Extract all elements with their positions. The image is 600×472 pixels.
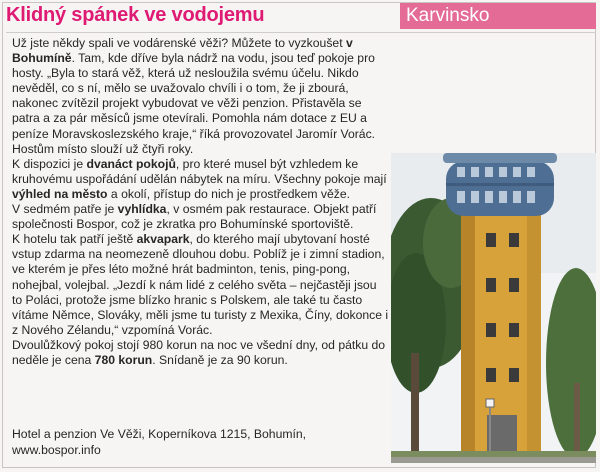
region-badge: Karvinsko (400, 3, 596, 29)
text-run: K dispozici je (12, 156, 87, 171)
text-run: . Tam, kde dříve byla nádrž na vodu, jsou teď pokoje pro hosty. „Byla to stará věž, která už nesloužila svému účelu. Nikdo nevěděl, co s ní, mělo se uvažovalo chvíli i o tom, že ji zbourá, nakonec zvítězil projekt vybudovat ve věži penzion. Přistavěla se patra a za pár měsíců jsme otevírali. Pomohla nám dotace z EU a peníze Moravskoslezského kraje,“ říká provozovatel Jaromír Vorác. Hostům místo slouží už čtyři roky. (12, 51, 376, 156)
highlight-text: akvapark (136, 232, 190, 247)
header-divider (6, 32, 596, 33)
highlight-text: vyhlídka (117, 202, 167, 217)
water-tower-photo (391, 153, 596, 463)
website-link[interactable]: www.bospor.info (12, 443, 101, 457)
text-run: a okolí, přístup do nich je prostředkem věže. (107, 186, 351, 201)
text-run: V sedmém patře je (12, 202, 118, 217)
article-title: Klidný spánek ve vodojemu (6, 4, 265, 26)
article-paragraph (12, 338, 390, 368)
text-run: , v osmém pak restaurace. Objekt patří společnosti Bospor, což je zkratka pro Bohumínské sportoviště. (12, 202, 377, 232)
article-paragraph (12, 36, 390, 157)
text-run: Už jste někdy spali ve vodárenské věži? Můžete to vyzkoušet (12, 36, 346, 50)
article-body (12, 36, 390, 368)
text-run: Dvoulůžkový pokoj stojí 980 korun na noc ve všední dny, od pátku do neděle je cena (12, 337, 386, 367)
article-paragraph (12, 157, 390, 202)
text-run: , pro které musel být vzhledem ke kruhovému uspořádání udělán nábytek na míru. Všechny pokoje mají (12, 156, 387, 186)
highlight-text: 780 korun (94, 352, 153, 367)
highlight-text: dvanáct pokojů (86, 156, 176, 171)
water-tower-illustration (391, 153, 596, 463)
highlight-text: v Bohumíně (12, 36, 353, 66)
address-line: Hotel a penzion Ve Věži, Koperníkova 1215, Bohumín, (12, 427, 307, 441)
contact-info (12, 426, 390, 458)
highlight-text: výhled na město (12, 186, 108, 201)
article-paragraph (12, 232, 390, 338)
text-run: . Snídaně je za 90 korun. (152, 352, 288, 367)
text-run: K hotelu tak patří ještě (12, 232, 137, 247)
article-paragraph (12, 202, 390, 232)
text-run: , do kterého mají ubytovaní hosté vstup zdarma na neomezeně dlouhou dobu. Poblíž je i zimní stadion, ve kterém je přes léto možné hrát badminton, tenis, ping-pong, nohejbal, volejbal. „Jezdí k nám lidé z celého světa – nejčastěji jsou to Poláci, protože jsme blízko hranic s Polskem, ale také tu často vítáme Němce, Slováky, měli jsme tu turisty z Mexika, Číny, dokonce i z Nového Zélandu,“ vzpomíná Vorác. (12, 232, 389, 337)
